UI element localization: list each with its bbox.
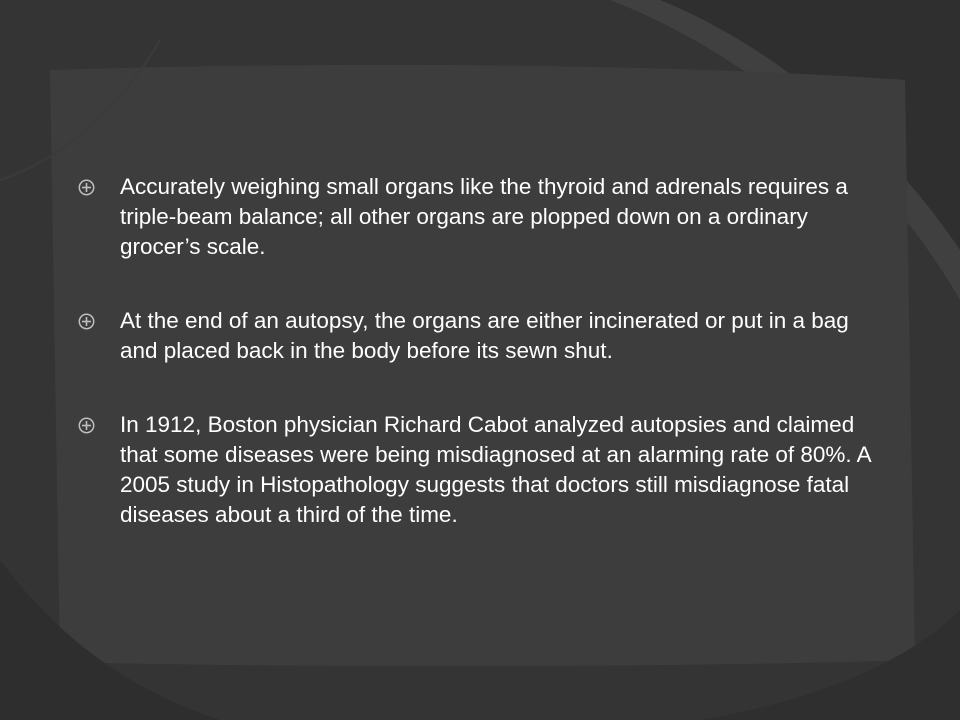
list-item <box>78 410 888 530</box>
bullet-text: At the end of an autopsy, the organs are either incinerated or put in a bag and placed back in the body before its sewn shut. <box>120 308 849 363</box>
list-item <box>78 172 888 262</box>
circled-plus-icon <box>78 417 95 434</box>
content-area <box>60 72 908 672</box>
circled-plus-icon <box>78 179 95 196</box>
bullet-list <box>78 172 888 574</box>
circled-plus-icon <box>78 313 95 330</box>
list-item <box>78 306 888 366</box>
bullet-text: In 1912, Boston physician Richard Cabot analyzed autopsies and claimed that some diseases were being misdiagnosed at an alarming rate of 80%. A 2005 study in Histopathology suggests that doctors still misdiagnose fatal diseases about a third of the time. <box>120 412 871 527</box>
bullet-text: Accurately weighing small organs like the thyroid and adrenals requires a triple-beam balance; all other organs are plopped down on a ordinary grocer’s scale. <box>120 174 848 259</box>
